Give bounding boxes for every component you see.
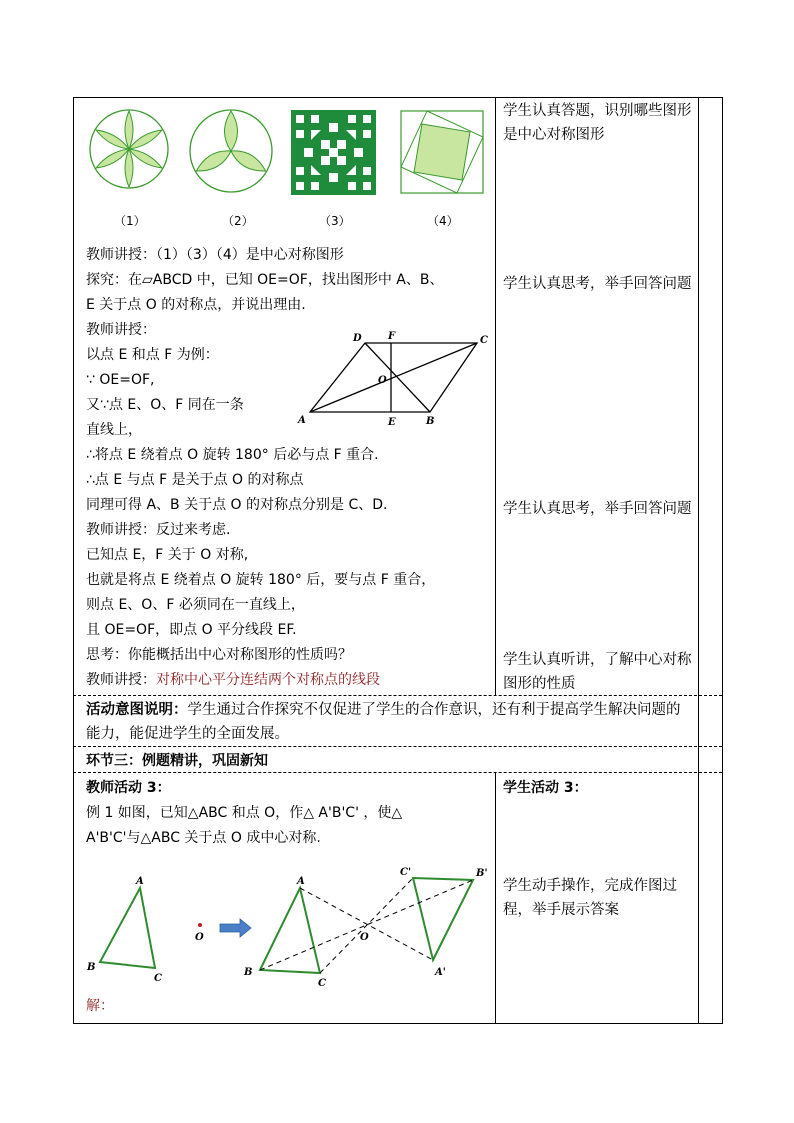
- figure-checker-pattern: [291, 110, 376, 195]
- text-line-7: 又∵点 E、O、F 同在一条: [86, 397, 244, 413]
- table-border-left: [73, 97, 74, 1024]
- text-line-14: 也就是将点 E 绕着点 O 旋转 180° 后，要与点 F 重合，: [86, 572, 436, 588]
- text-line-4: 教师讲授：: [86, 322, 156, 338]
- parallelogram-figure: [290, 328, 495, 430]
- text-line-13: 已知点 E，F 关于 O 对称,: [86, 547, 249, 563]
- text-line-1: 教师讲授：（1）（3）（4）是中心对称图形: [86, 247, 344, 263]
- original-triangle-figure: [84, 868, 264, 988]
- text-line-10: ∴点 E 与点 F 是关于点 O 的对称点: [86, 472, 304, 488]
- tri2-label-B: B: [244, 967, 253, 978]
- intent-label: 活动意图说明：: [86, 702, 188, 718]
- tri2-label-A1: A': [435, 967, 446, 978]
- figure-three-petals: [188, 108, 274, 194]
- table-border-right: [722, 97, 723, 1024]
- tri2-label-B1: B': [476, 868, 488, 879]
- text-line-12: 教师讲授：反过来考虑.: [86, 522, 231, 538]
- conclusion-text: 对称中心平分连结两个对称点的线段: [156, 672, 380, 688]
- example-line-2: A'B'C'与△ABC 关于点 O 成中心对称.: [86, 830, 321, 846]
- tri-label-O: O: [195, 932, 204, 943]
- tri2-label-C: C: [318, 978, 326, 988]
- solution-label: 解：: [86, 998, 114, 1014]
- tri2-label-O: O: [360, 932, 369, 943]
- figure-label-3: （3）: [319, 214, 351, 228]
- column-divider-2: [495, 772, 496, 1024]
- figure-flower-six-petals: [88, 108, 170, 190]
- divider-section: [73, 746, 722, 747]
- point-label-D: D: [353, 333, 362, 344]
- text-line-3: E 关于点 O 的对称点，并说出理由.: [86, 297, 306, 313]
- example-line-1: 例 1 如图，已知△ABC 和点 O，作△ A'B'C' ，使△: [86, 805, 403, 821]
- tri-label-C: C: [154, 973, 162, 984]
- text-line-17: 思考：你能概括出中心对称图形的性质吗？: [86, 647, 352, 663]
- figure-label-2: （2）: [222, 214, 254, 228]
- figure-square-in-square: [400, 110, 484, 194]
- student-response-3: 学生认真思考，举手回答问题: [503, 501, 692, 517]
- text-line-11: 同理可得 A、B 关于点 O 的对称点分别是 C、D.: [86, 497, 388, 513]
- text-line-5: 以点 E 和点 F 为例：: [86, 347, 219, 363]
- table-top-border: [73, 97, 722, 98]
- intent-text: 学生通过合作探究不仅促进了学生的合作意识，还有利于提高学生解决问题的能力，能促进学生的全面发展。: [86, 702, 681, 742]
- figure-label-4: （4）: [427, 214, 459, 228]
- text-line-16: 且 OE=OF，即点 O 平分线段 EF.: [86, 622, 297, 638]
- point-label-A: A: [298, 415, 306, 426]
- tri-label-A: A: [136, 876, 144, 887]
- figure-label-1: （1）: [114, 214, 146, 228]
- text-line-2: 探究：在▱ABCD 中，已知 OE=OF，找出图形中 A、B、: [86, 272, 444, 288]
- section-title: 环节三：例题精讲，巩固新知: [86, 753, 268, 769]
- symmetric-construction-figure: [240, 860, 495, 988]
- point-label-C: C: [480, 335, 488, 346]
- text-line-9: ∴将点 E 绕着点 O 旋转 180° 后必与点 F 重合.: [86, 447, 379, 463]
- student-response-5: 学生动手操作，完成作图过程，举手展示答案: [503, 878, 677, 918]
- student-response-2: 学生认真思考，举手回答问题: [503, 276, 692, 292]
- divider-activity: [73, 772, 722, 773]
- table-inner-right: [698, 97, 699, 1024]
- text-line-6: ∵ OE=OF,: [86, 372, 155, 388]
- point-label-O: O: [378, 375, 387, 386]
- point-label-B: B: [426, 416, 435, 427]
- text-line-15: 则点 E、O、F 必须同在一直线上，: [86, 597, 305, 613]
- student-response-1: 学生认真答题，识别哪些图形是中心对称图形: [503, 103, 692, 143]
- student-activity-label: 学生活动 3：: [503, 780, 588, 796]
- point-label-F: F: [388, 331, 396, 342]
- tri2-label-C1: C': [400, 867, 412, 878]
- activity-intent: [86, 698, 686, 746]
- tri2-label-A: A: [297, 876, 305, 887]
- teacher-activity-label: 教师活动 3：: [86, 780, 171, 796]
- point-label-E: E: [388, 417, 396, 428]
- conclusion-line: [86, 670, 380, 690]
- tri-label-B: B: [87, 962, 96, 973]
- text-line-8: 直线上，: [86, 422, 142, 438]
- student-response-4: 学生认真听讲，了解中心对称图形的性质: [503, 652, 692, 692]
- column-divider: [495, 97, 496, 695]
- table-bottom-border: [73, 1023, 722, 1024]
- conclusion-prefix: 教师讲授：: [86, 672, 156, 688]
